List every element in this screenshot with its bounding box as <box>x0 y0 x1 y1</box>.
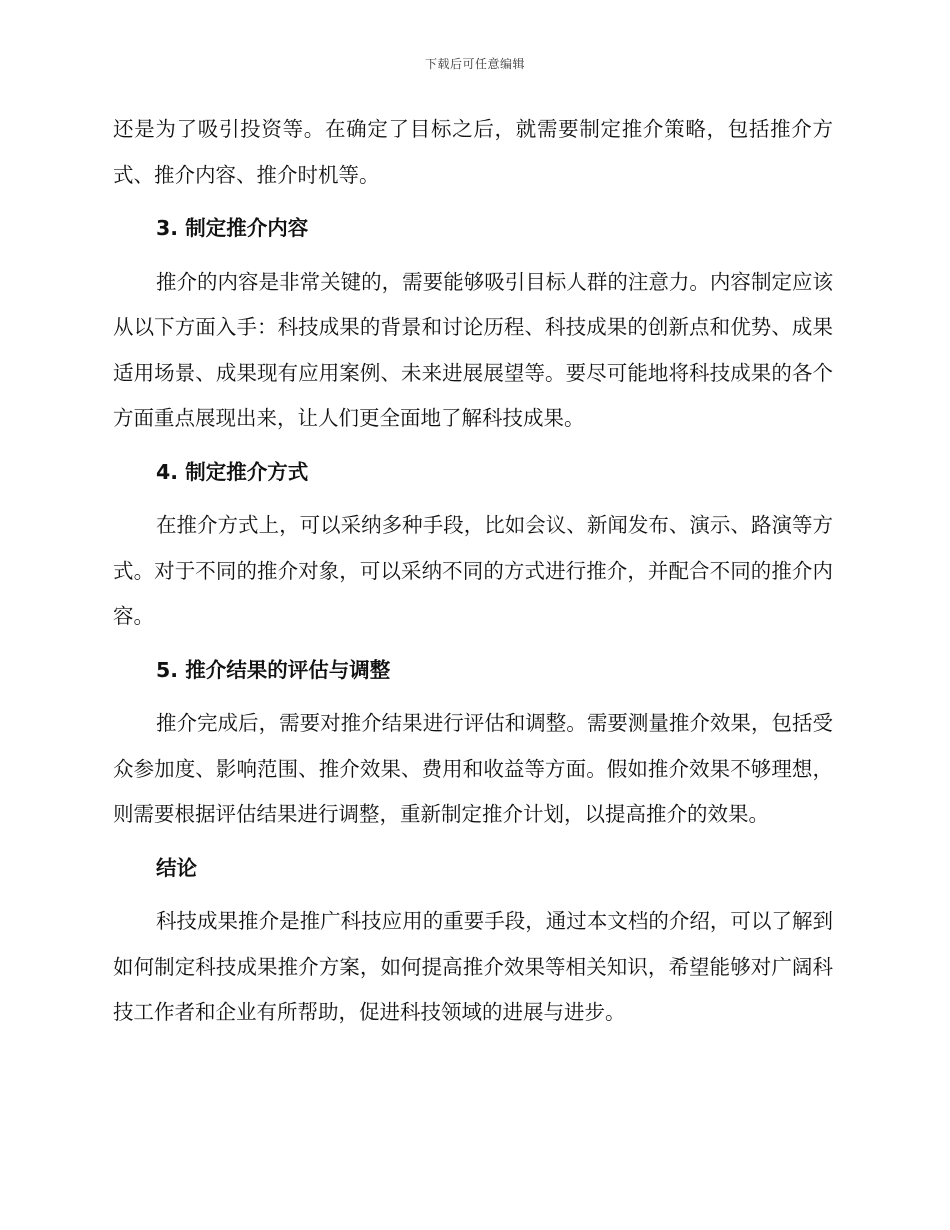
conclusion-paragraph: 科技成果推介是推广科技应用的重要手段，通过本文档的介绍，可以了解到如何制定科技成果推介方案，如何提高推介效果等相关知识，希望能够对广阔科技工作者和企业有所帮助，促进科技领域的进展与进步。 <box>113 909 833 1024</box>
section-3-heading: 3. 制定推介内容 <box>156 216 309 240</box>
section-4-heading: 4. 制定推介方式 <box>156 459 309 484</box>
intro-continuation-paragraph: 还是为了吸引投资等。在确定了目标之后，就需要制定推介策略，包括推介方式、推介内容、推介时机等。 <box>113 117 833 187</box>
section-3-paragraph: 推介的内容是非常关键的，需要能够吸引目标人群的注意力。内容制定应该从以下方面入手：科技成果的背景和讨论历程、科技成果的创新点和优势、成果适用场景、成果现有应用案例、未来进展展望等。要尽可能地将科技成果的各个方面重点展现出来，让人们更全面地了解科技成果。 <box>113 269 833 430</box>
document-body <box>113 107 833 1036</box>
conclusion-heading: 结论 <box>156 855 197 880</box>
section-4-paragraph: 在推介方式上，可以采纳多种手段，比如会议、新闻发布、演示、路演等方式。对于不同的推介对象，可以采纳不同的方式进行推介，并配合不同的推介内容。 <box>113 513 833 628</box>
section-5-heading: 5. 推介结果的评估与调整 <box>156 657 391 682</box>
page-header-note: 下载后可任意编辑 <box>424 57 525 71</box>
section-5-paragraph: 推介完成后，需要对推介结果进行评估和调整。需要测量推介效果，包括受众参加度、影响范围、推介效果、费用和收益等方面。假如推介效果不够理想，则需要根据评估结果进行调整，重新制定推介计划，以提高推介的效果。 <box>113 711 833 826</box>
